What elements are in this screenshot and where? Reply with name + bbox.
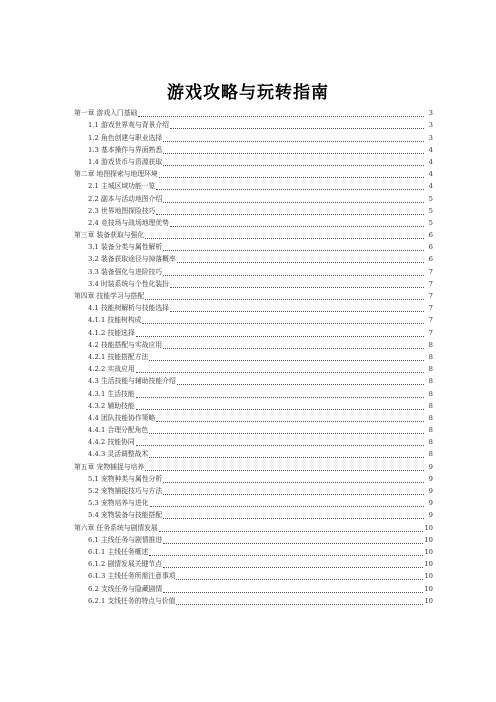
toc-entry-label: 1.4 游戏货币与资源获取 (88, 157, 163, 166)
toc-entry[interactable] (74, 509, 433, 521)
toc-entry[interactable] (74, 521, 433, 533)
toc-dot-leader (149, 555, 423, 556)
toc-dot-leader (163, 592, 423, 593)
toc-dot-leader (149, 433, 424, 434)
toc-page-number: 4 (428, 145, 433, 154)
toc-entry[interactable] (74, 460, 433, 472)
toc-entry[interactable] (74, 290, 433, 302)
toc-entry-label: 5.1 宠物种类与属性分析 (88, 474, 163, 483)
toc-dot-leader (136, 397, 424, 398)
toc-entry[interactable] (74, 302, 433, 314)
toc-page-number: 7 (428, 328, 433, 337)
toc-dot-leader (136, 372, 424, 373)
toc-entry-label: 4.4.2 技能协同 (88, 438, 135, 447)
toc-entry-label: 4.2.2 实战应用 (88, 365, 135, 374)
toc-dot-leader (177, 262, 424, 263)
toc-page-number: 8 (428, 352, 433, 361)
toc-page-number: 8 (428, 438, 433, 447)
toc-page-number: 10 (424, 596, 433, 605)
toc-entry-label: 4.1.1 技能树构成 (88, 316, 142, 325)
toc-page-number: 9 (428, 499, 433, 508)
toc-entry-label: 4.4.1 合理分配角色 (88, 426, 149, 435)
toc-entry[interactable] (74, 387, 433, 399)
toc-dot-leader (159, 177, 424, 178)
toc-entry-label: 4.1 技能树解析与技能选择 (88, 304, 169, 313)
toc-entry-label: 6.2 支线任务与隐藏剧情 (88, 584, 163, 593)
toc-entry-label: 2.1 主城区域功能一览 (88, 182, 156, 191)
toc-dot-leader (163, 494, 424, 495)
toc-entry[interactable] (74, 205, 433, 217)
toc-entry[interactable] (74, 326, 433, 338)
toc-entry[interactable] (74, 546, 433, 558)
toc-entry-label: 第二章 地图探索与地理环境 (74, 170, 158, 179)
toc-dot-leader (170, 311, 424, 312)
toc-entry-label: 6.1.3 主线任务所需注意事项 (88, 572, 176, 581)
toc-page-number: 4 (428, 157, 433, 166)
toc-dot-leader (176, 579, 423, 580)
toc-entry-label: 1.3 基本操作与界面熟悉 (88, 145, 163, 154)
toc-entry[interactable] (74, 253, 433, 265)
toc-entry-label: 3.2 装备获取途径与掉落概率 (88, 255, 176, 264)
toc-entry-label: 4.2 技能搭配与实战应用 (88, 340, 163, 349)
toc-entry[interactable] (74, 558, 433, 570)
toc-page-number: 9 (428, 462, 433, 471)
toc-dot-leader (145, 470, 424, 471)
toc-page-number: 10 (424, 572, 433, 581)
toc-entry-label: 6.2.1 支线任务的特点与价值 (88, 596, 176, 605)
toc-entry[interactable] (74, 582, 433, 594)
toc-entry[interactable] (74, 412, 433, 424)
toc-entry[interactable] (74, 229, 433, 241)
toc-dot-leader (149, 457, 424, 458)
toc-dot-leader (163, 250, 424, 251)
toc-entry[interactable] (74, 473, 433, 485)
toc-dot-leader (156, 214, 424, 215)
toc-dot-leader (156, 189, 424, 190)
toc-dot-leader (138, 116, 424, 117)
toc-dot-leader (176, 604, 423, 605)
toc-dot-leader (136, 409, 424, 410)
toc-page-number: 3 (428, 133, 433, 142)
toc-entry[interactable] (74, 424, 433, 436)
toc-entry[interactable] (74, 570, 433, 582)
toc-page-number: 6 (428, 255, 433, 264)
toc-entry[interactable] (74, 534, 433, 546)
toc-page-number: 3 (428, 109, 433, 118)
toc-page-number: 10 (424, 560, 433, 569)
toc-page-number: 7 (428, 316, 433, 325)
toc-dot-leader (150, 506, 424, 507)
toc-entry[interactable] (74, 180, 433, 192)
toc-dot-leader (163, 518, 424, 519)
toc-entry[interactable] (74, 351, 433, 363)
toc-page-number: 10 (424, 523, 433, 532)
toc-page-number: 9 (428, 487, 433, 495)
toc-page-number: 8 (428, 413, 433, 422)
toc-dot-leader (163, 275, 424, 276)
toc-entry-label: 3.4 时装系统与个性化装扮 (88, 279, 169, 288)
toc-dot-leader (163, 141, 424, 142)
toc-entry[interactable] (74, 485, 433, 497)
toc-entry-label: 6.1.1 主线任务概述 (88, 547, 149, 556)
toc-page-number: 7 (428, 267, 433, 276)
toc-entry-label: 5.2 宠物捕捉技巧与方法 (88, 487, 163, 495)
toc-page-number: 8 (428, 389, 433, 398)
toc-entry[interactable] (74, 192, 433, 204)
toc-dot-leader (136, 336, 424, 337)
toc-dot-leader (142, 323, 424, 324)
toc-entry[interactable] (74, 217, 433, 229)
toc-page-number: 8 (428, 450, 433, 459)
toc-entry-label: 2.3 世界地图探险技巧 (88, 206, 156, 215)
toc-entry[interactable] (74, 265, 433, 277)
toc-entry[interactable] (74, 497, 433, 509)
toc-entry[interactable] (74, 168, 433, 180)
toc-dot-leader (170, 128, 424, 129)
toc-dot-leader (145, 238, 424, 239)
toc-page-number: 8 (428, 365, 433, 374)
toc-dot-leader (149, 360, 424, 361)
table-of-contents (74, 107, 433, 607)
toc-entry-label: 第三章 装备获取与强化 (74, 231, 145, 240)
toc-page-number: 8 (428, 377, 433, 386)
toc-entry-label: 2.4 竞技场与战场地理优势 (88, 218, 169, 227)
toc-entry-label: 第五章 宠物捕捉与培养 (74, 462, 145, 471)
toc-entry[interactable] (74, 436, 433, 448)
toc-entry-label: 3.3 装备强化与进阶技巧 (88, 267, 163, 276)
toc-entry[interactable] (74, 107, 433, 119)
toc-entry[interactable] (74, 339, 433, 351)
toc-entry[interactable] (74, 400, 433, 412)
toc-entry[interactable] (74, 595, 433, 607)
toc-entry[interactable] (74, 144, 433, 156)
toc-entry[interactable] (74, 241, 433, 253)
toc-entry[interactable] (74, 278, 433, 290)
toc-dot-leader (163, 153, 424, 154)
toc-entry-label: 4.3.2 辅助技能 (88, 401, 135, 410)
toc-page-number: 7 (428, 292, 433, 300)
toc-entry[interactable] (74, 363, 433, 375)
toc-entry-label: 4.4 团队技能协作策略 (88, 413, 156, 422)
toc-entry-label: 4.2.1 技能搭配方法 (88, 352, 149, 361)
toc-dot-leader (159, 531, 424, 532)
toc-dot-leader (145, 299, 424, 300)
toc-page-number: 9 (428, 474, 433, 483)
toc-dot-leader (163, 482, 424, 483)
toc-dot-leader (163, 348, 424, 349)
toc-page-number: 10 (424, 547, 433, 556)
toc-dot-leader (163, 567, 424, 568)
toc-dot-leader (163, 202, 424, 203)
document-title: 游戏攻略与玩转指南 (167, 83, 329, 103)
toc-page-number: 4 (428, 182, 433, 191)
toc-dot-leader (170, 226, 424, 227)
toc-entry[interactable] (74, 156, 433, 168)
toc-page-number: 7 (428, 304, 433, 313)
toc-entry-label: 4.3 生活技能与辅助技能介绍 (88, 377, 176, 386)
toc-entry-label: 6.1 主线任务与剧情推进 (88, 535, 163, 544)
toc-page-number: 6 (428, 243, 433, 252)
toc-page-number: 3 (428, 121, 433, 130)
toc-entry-label: 5.4 宠物装备与技能搭配 (88, 511, 163, 520)
toc-dot-leader (170, 287, 424, 288)
toc-entry[interactable] (74, 119, 433, 131)
toc-page-number: 10 (424, 535, 433, 544)
toc-entry[interactable] (74, 314, 433, 326)
toc-page-number: 7 (428, 279, 433, 288)
toc-page-number: 8 (428, 401, 433, 410)
toc-entry-label: 5.3 宠物培养与进化 (88, 499, 149, 508)
toc-entry-label: 1.1 游戏世界观与背景介绍 (88, 121, 169, 130)
toc-entry-label: 第四章 技能学习与搭配 (74, 292, 145, 300)
toc-dot-leader (177, 384, 424, 385)
toc-page-number: 8 (428, 340, 433, 349)
toc-dot-leader (163, 543, 423, 544)
toc-entry-label: 4.4.3 灵活调整战术 (88, 450, 149, 459)
toc-page-number: 5 (428, 218, 433, 227)
toc-entry-label: 第一章 游戏入门基础 (74, 109, 138, 118)
toc-entry-label: 4.3.1 生活技能 (88, 389, 135, 398)
toc-entry-label: 2.2 副本与活动地图介绍 (88, 194, 163, 203)
toc-entry-label: 6.1.2 剧情发展关键节点 (88, 560, 162, 569)
toc-entry[interactable] (74, 375, 433, 387)
toc-page-number: 8 (428, 426, 433, 435)
toc-page-number: 10 (424, 584, 433, 593)
toc-page-number: 9 (428, 511, 433, 520)
toc-entry-label: 4.1.2 技能选择 (88, 328, 135, 337)
toc-dot-leader (156, 421, 424, 422)
toc-page-number: 5 (428, 206, 433, 215)
toc-dot-leader (136, 445, 424, 446)
toc-page-number: 5 (428, 194, 433, 203)
toc-page-number: 6 (428, 231, 433, 240)
toc-dot-leader (163, 165, 424, 166)
toc-entry-label: 1.2 角色创建与职业选择 (88, 133, 163, 142)
toc-entry[interactable] (74, 448, 433, 460)
toc-entry-label: 3.1 装备分类与属性解析 (88, 243, 163, 252)
toc-entry[interactable] (74, 131, 433, 143)
toc-page-number: 4 (428, 170, 433, 179)
toc-entry-label: 第六章 任务系统与剧情发展 (74, 523, 158, 532)
